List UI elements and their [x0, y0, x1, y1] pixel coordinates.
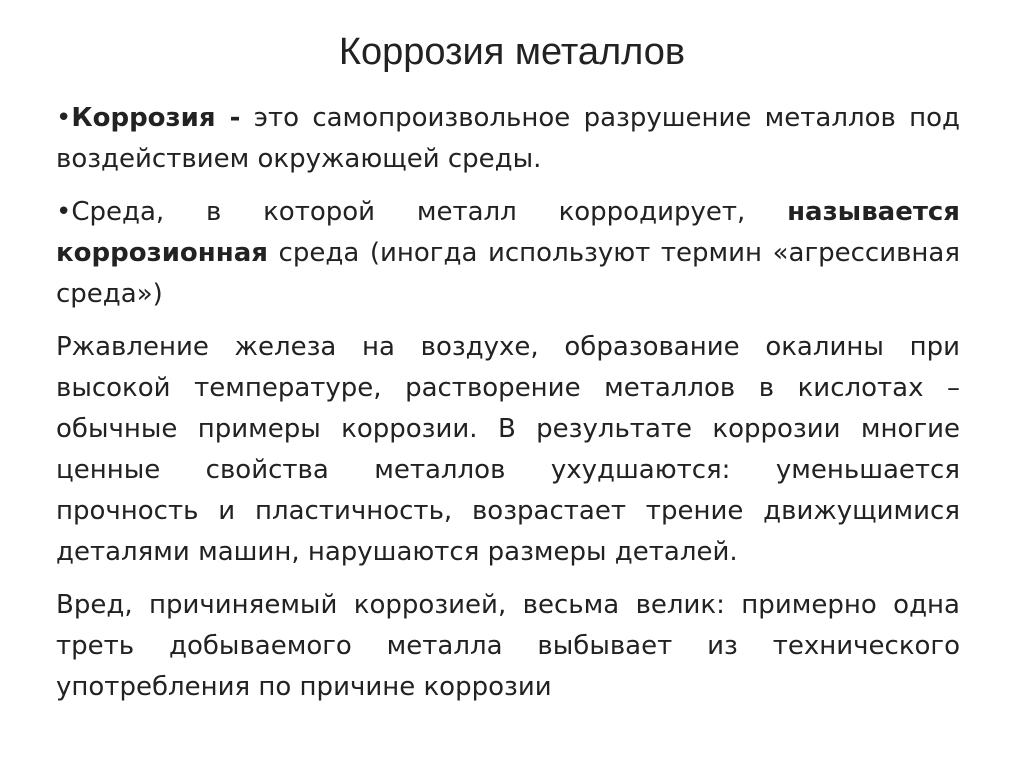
bullet-marker: •: [56, 103, 72, 133]
definition-text: это самопроизвольное разрушение металлов под воздействием окружающей среды.: [56, 103, 961, 174]
slide-title: Коррозия металлов: [338, 31, 686, 73]
slide-content: [56, 98, 960, 708]
term-corrosion: Коррозия -: [71, 103, 241, 133]
damage-paragraph: Вред, причиняемый коррозией, весьма велик: примерно одна треть добываемого металла выбывает из технического употребления по причине коррозии: [56, 590, 960, 702]
term-corrosive-environment: называется коррозионная: [56, 197, 960, 268]
examples-paragraph: Ржавление железа на воздухе, образование окалины при высокой температуре, растворение металлов в кислотах – обычные примеры коррозии. В результате коррозии многие ценные свойства металлов ухудшаются: уменьшается прочность и пластичность, возрастает трение движущимися деталями машин, нарушаются размеры деталей.: [56, 332, 960, 567]
bullet-marker: •: [56, 197, 72, 227]
environment-text-start: Среда, в которой металл корродирует,: [71, 197, 788, 227]
environment-text-rest: среда (иногда используют термин «агрессивная среда»): [56, 238, 960, 309]
environment-paragraph: [56, 192, 960, 315]
definition-paragraph: [56, 98, 960, 180]
